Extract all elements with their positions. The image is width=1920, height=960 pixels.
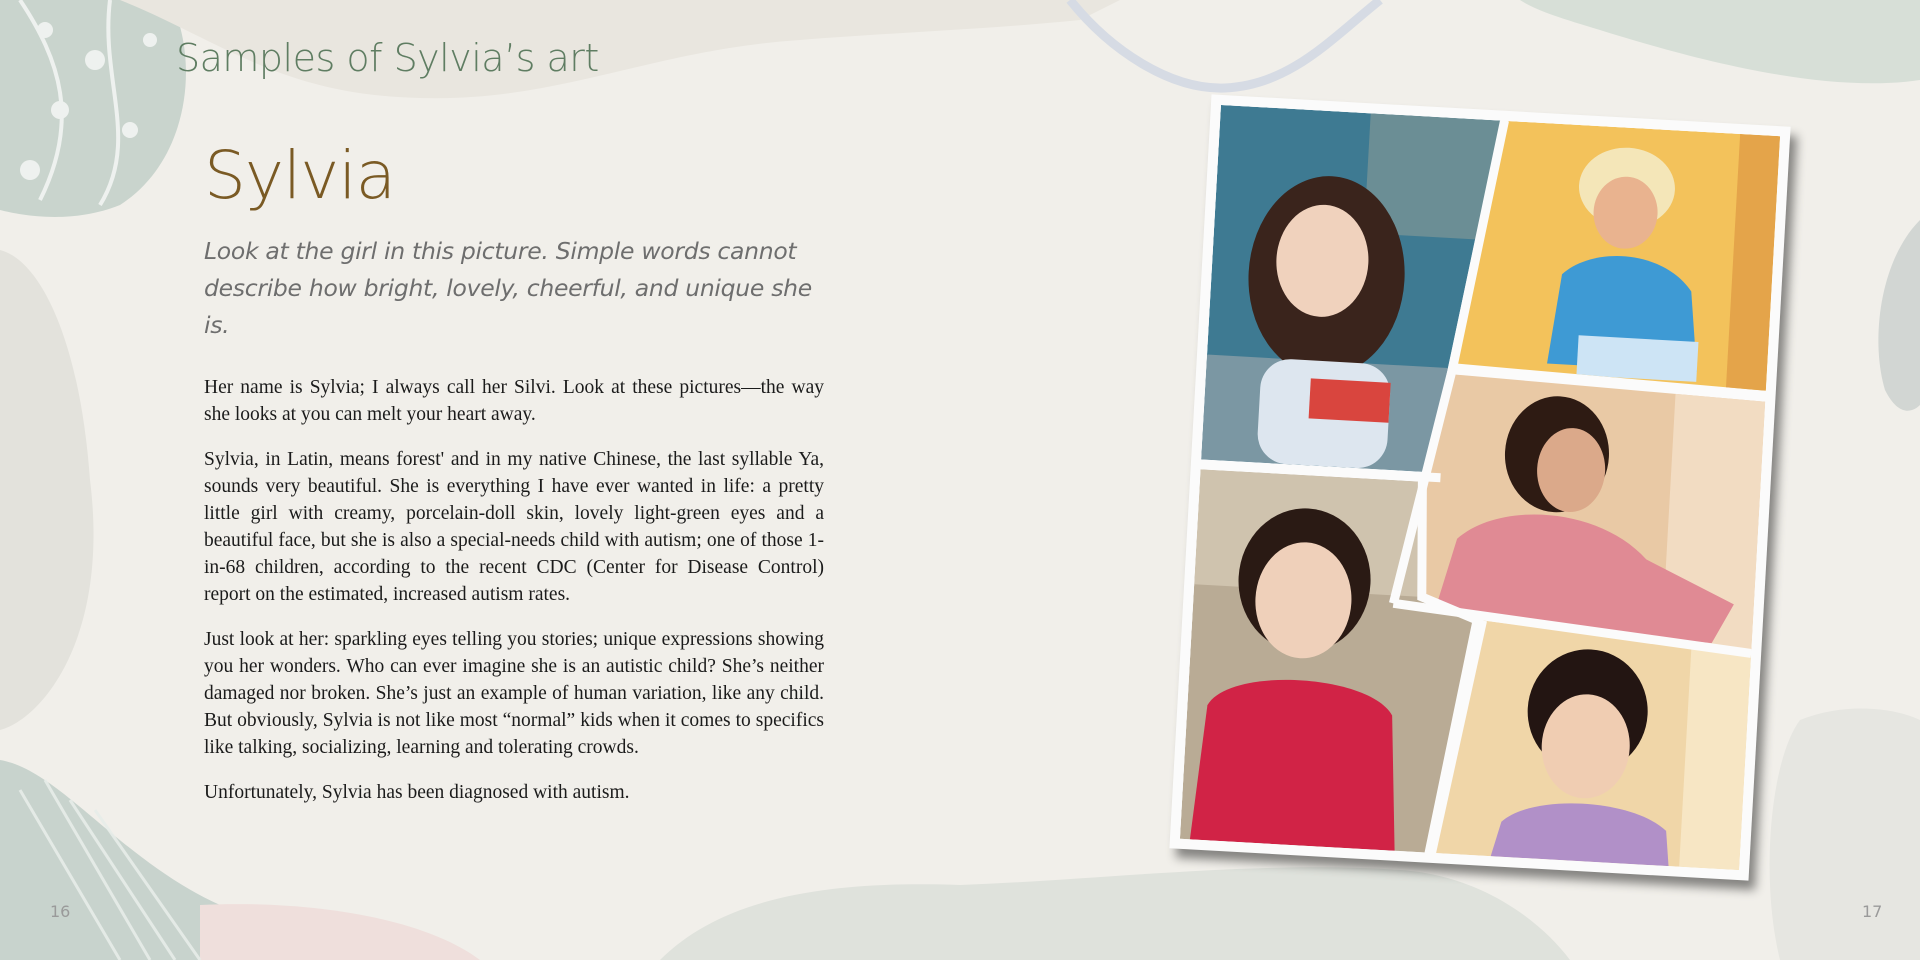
article-paragraph: Sylvia, in Latin, means forest' and in my native Chinese, the last syllable Ya, sounds very beautiful. She is everything I have ever wanted in life: a pretty little girl with creamy, porcelain-doll skin, lovely light-green eyes and a beautiful face, but she is also a special-needs child with autism; one of those 1-in-68 children, according to the recent CDC (Center for Disease Control) report on the estimated, increased autism rates. xyxy=(204,448,824,605)
page-number-left: 16 xyxy=(50,902,71,921)
article-paragraph: Her name is Sylvia; I always call her Silvi. Look at these pictures—the way she looks at you can melt your heart away. xyxy=(204,376,824,425)
article-paragraph: Unfortunately, Sylvia has been diagnosed with autism. xyxy=(204,781,630,803)
article xyxy=(204,137,824,824)
article-lead: Look at the girl in this picture. Simple words cannot describe how bright, lovely, cheerful, and unique she is. xyxy=(204,236,812,339)
page-number-right: 17 xyxy=(1862,902,1883,921)
article-title: Sylvia xyxy=(204,137,396,214)
photo-collage xyxy=(1169,94,1790,880)
photo-collage-art xyxy=(1180,105,1780,870)
section-header: Samples of Sylvia’s art xyxy=(176,36,599,80)
article-paragraph: Just look at her: sparkling eyes telling you stories; unique expressions showing you her wonders. Who can ever imagine she is an autistic child? She’s neither damaged nor broken. She’s just an example of human variation, like any child. But obviously, Sylvia is not like most “normal” kids when it comes to specifics like talking, socializing, learning and tolerating crowds. xyxy=(204,628,824,758)
